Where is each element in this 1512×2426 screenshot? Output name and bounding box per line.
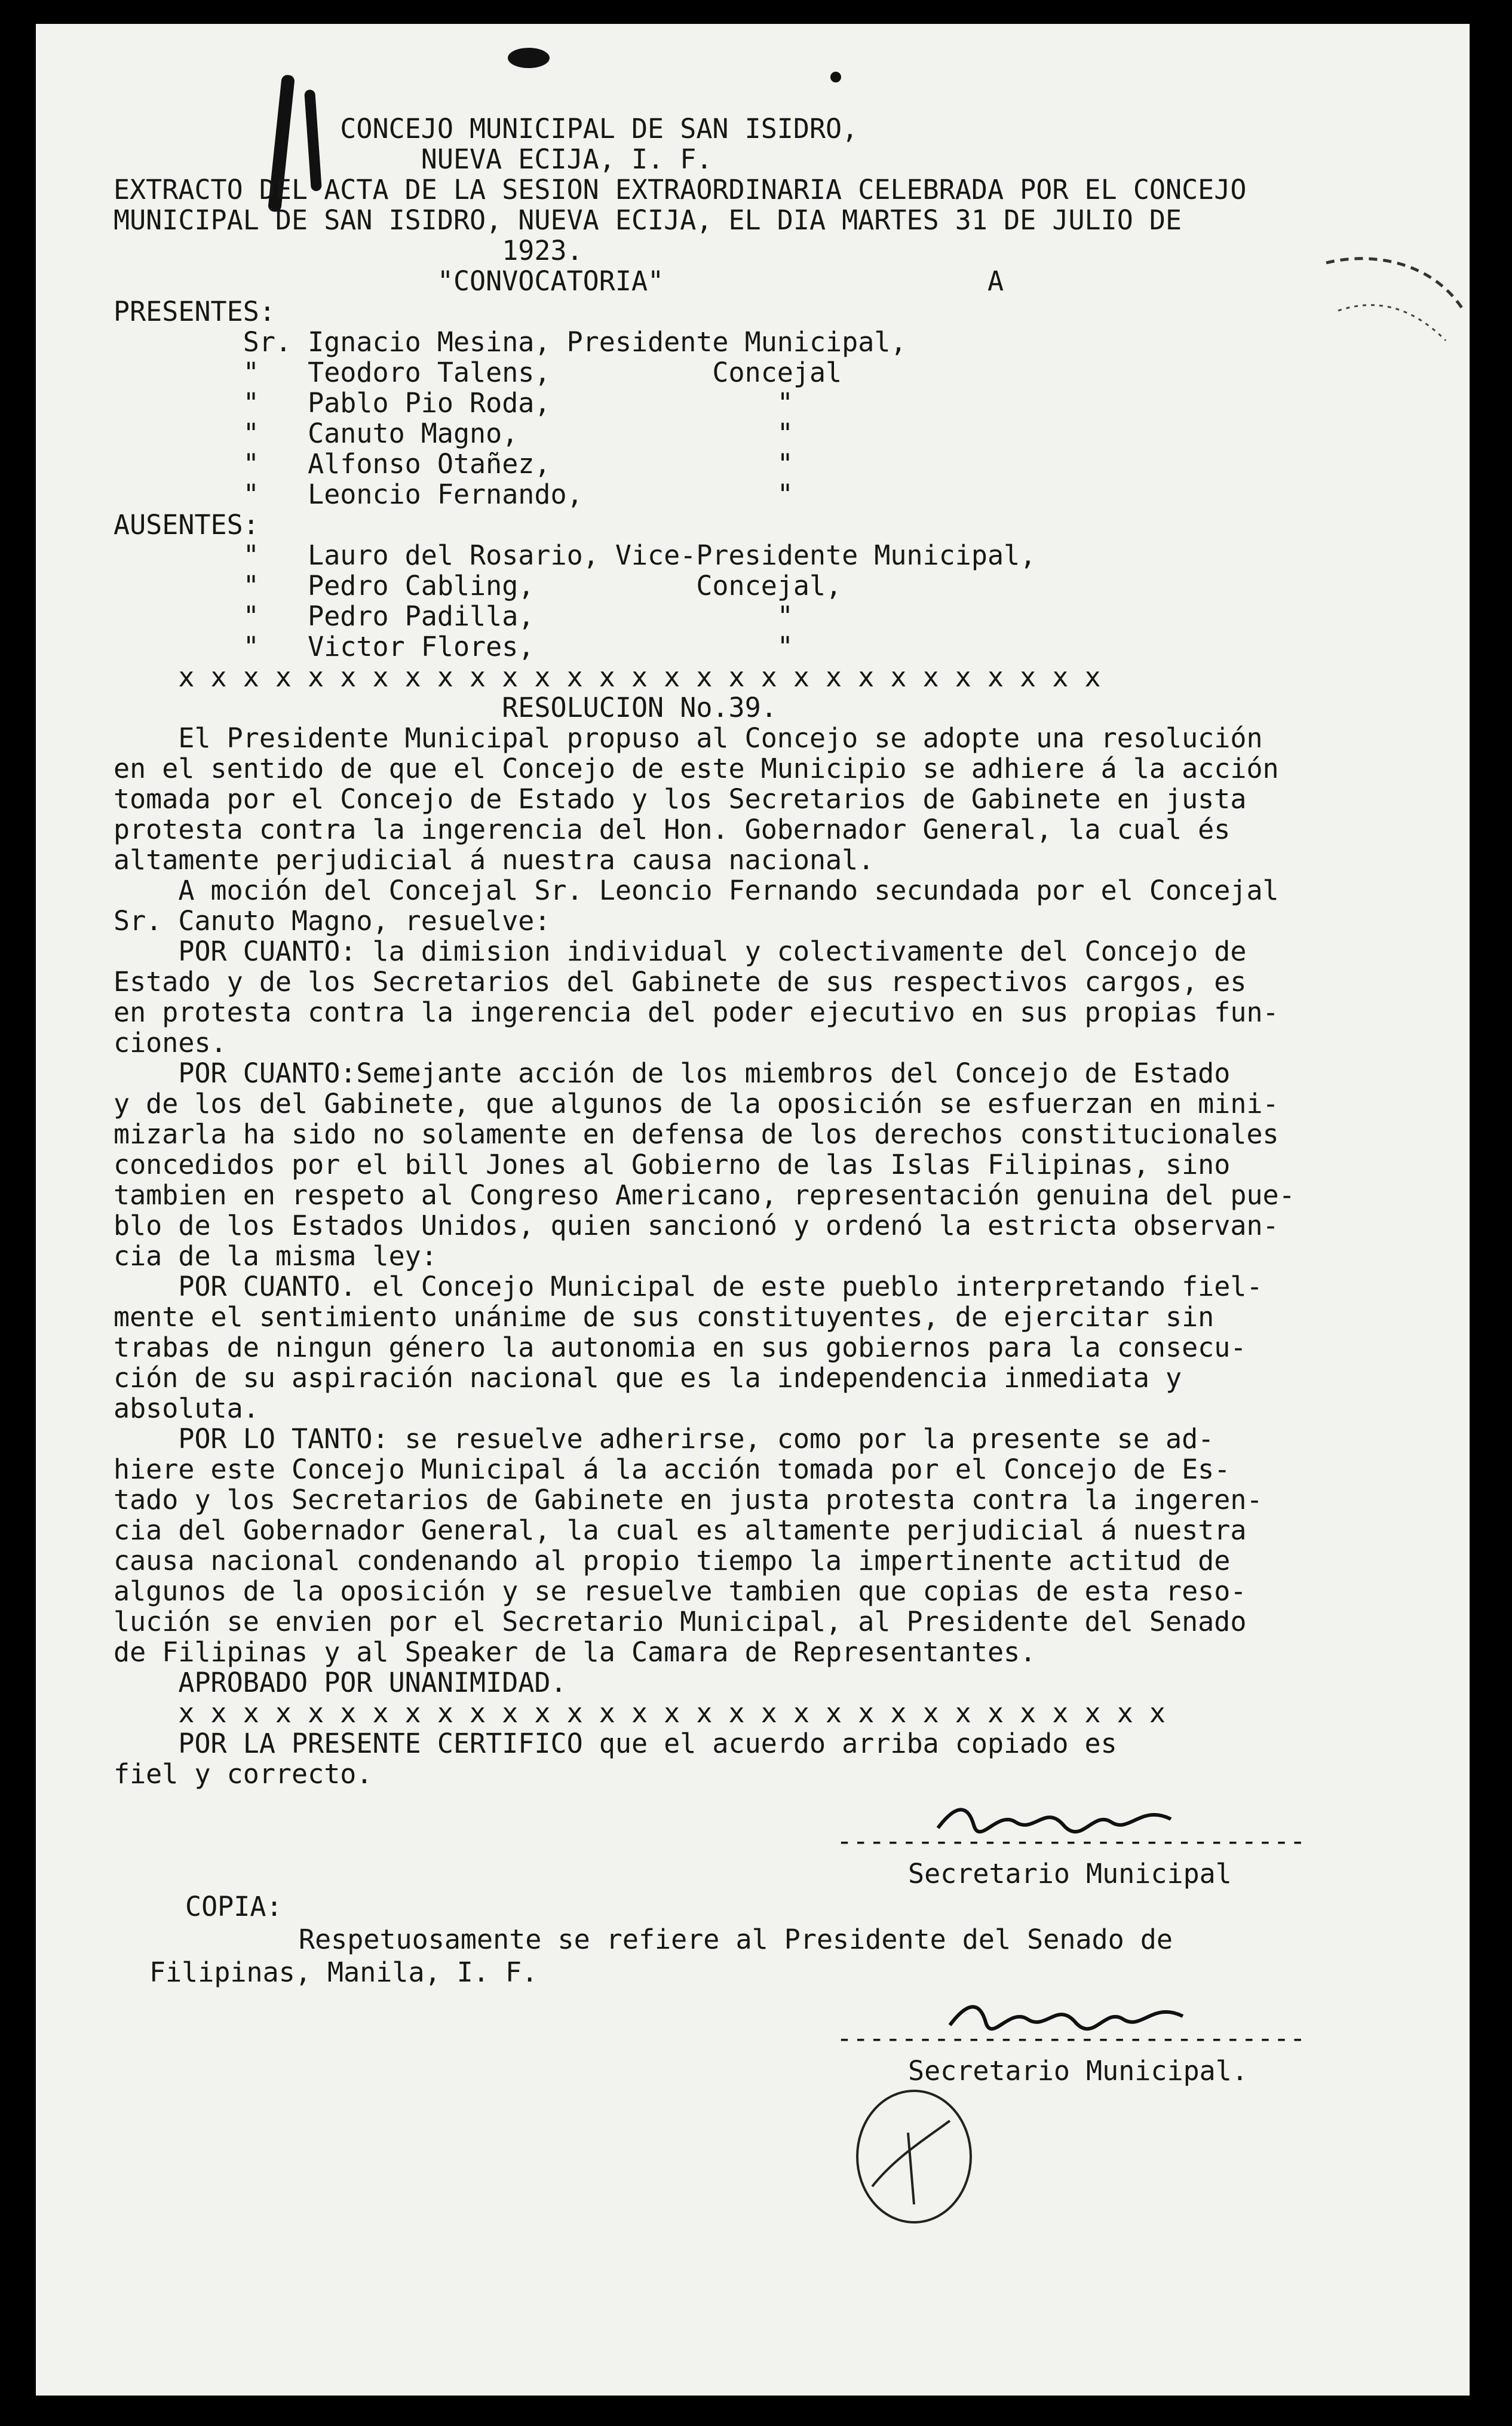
document-line: " Lauro del Rosario, Vice-Presidente Municipal, <box>114 540 1036 571</box>
document-sheet <box>36 24 1470 2396</box>
document-line: " Teodoro Talens, Concejal <box>114 357 842 388</box>
document-line: El Presidente Municipal propuso al Concejo se adopte una resolución <box>114 723 1263 753</box>
document-line: PRESENTES: <box>114 296 275 327</box>
secretary-title-1: Secretario Municipal <box>908 1858 1232 1890</box>
document-line: de Filipinas y al Speaker de la Camara de Representantes. <box>114 1637 1036 1667</box>
document-line: MUNICIPAL DE SAN ISIDRO, NUEVA ECIJA, EL DIA MARTES 31 DE JULIO DE <box>114 205 1182 235</box>
document-line: blo de los Estados Unidos, quien sancionó y ordenó la estricta observan- <box>114 1210 1279 1241</box>
document-line: POR LO TANTO: se resuelve adherirse, como por la presente se ad- <box>114 1424 1214 1454</box>
ink-blot <box>508 48 550 68</box>
document-line: protesta contra la ingerencia del Hon. Gobernador General, la cual és <box>114 814 1231 845</box>
document-line: " Pedro Cabling, Concejal, <box>114 571 842 601</box>
copia-line-1: Respetuosamente se refiere al Presidente del Senado de <box>299 1924 1173 1955</box>
document-line: trabas de ningun género la autonomia en sus gobiernos para la consecu- <box>114 1332 1247 1363</box>
document-line: x x x x x x x x x x x x x x x x x x x x x x x x x x x x x x x <box>114 1698 1166 1728</box>
document-line: POR CUANTO: la dimision individual y colectivamente del Concejo de <box>114 936 1247 967</box>
document-line: fiel y correcto. <box>114 1759 373 1789</box>
document-line: AUSENTES: <box>114 510 259 540</box>
document-line: " Alfonso Otañez, " <box>114 449 793 479</box>
document-line: POR LA PRESENTE CERTIFICO que el acuerdo arriba copiado es <box>114 1728 1117 1759</box>
document-line: RESOLUCION No.39. <box>114 692 777 723</box>
document-line: altamente perjudicial á nuestra causa nacional. <box>114 845 875 875</box>
document-line: EXTRACTO DEL ACTA DE LA SESION EXTRAORDINARIA CELEBRADA POR EL CONCEJO <box>114 174 1247 205</box>
document-line: 1923. <box>114 235 583 266</box>
document-line: NUEVA ECIJA, I. F. <box>114 144 713 174</box>
document-line: " Canuto Magno, " <box>114 418 793 449</box>
document-line: POR CUANTO:Semejante acción de los miembros del Concejo de Estado <box>114 1058 1231 1088</box>
document-line: CONCEJO MUNICIPAL DE SAN ISIDRO, <box>114 114 858 144</box>
document-line: lución se envien por el Secretario Municipal, al Presidente del Senado <box>114 1606 1247 1637</box>
document-line: mente el sentimiento unánime de sus constituyentes, de ejercitar sin <box>114 1302 1214 1332</box>
document-line: tomada por el Concejo de Estado y los Secretarios de Gabinete en justa <box>114 784 1247 814</box>
document-line: mizarla ha sido no solamente en defensa de los derechos constitucionales <box>114 1119 1279 1149</box>
document-line: y de los del Gabinete, que algunos de la oposición se esfuerzan en mini- <box>114 1088 1279 1119</box>
document-line: hiere este Concejo Municipal á la acción tomada por el Concejo de Es- <box>114 1454 1231 1485</box>
document-line: Estado y de los Secretarios del Gabinete de sus respectivos cargos, es <box>114 967 1247 997</box>
document-line: concedidos por el bill Jones al Gobierno de las Islas Filipinas, sino <box>114 1149 1231 1180</box>
document-body <box>114 114 1446 1789</box>
document-line: POR CUANTO. el Concejo Municipal de este pueblo interpretando fiel- <box>114 1271 1263 1302</box>
document-line: absoluta. <box>114 1393 259 1424</box>
document-line: APROBADO POR UNANIMIDAD. <box>114 1667 567 1698</box>
copia-line-2: Filipinas, Manila, I. F. <box>149 1956 538 1988</box>
document-line: algunos de la oposición y se resuelve tambien que copias de esta reso- <box>114 1576 1247 1606</box>
document-line: causa nacional condenando al propio tiempo la impertinente actitud de <box>114 1545 1231 1576</box>
document-line: cia de la misma ley: <box>114 1241 437 1271</box>
document-line: en protesta contra la ingerencia del poder ejecutivo en sus propias fun- <box>114 997 1279 1028</box>
document-line: " Pablo Pio Roda, " <box>114 388 793 418</box>
document-line: ciones. <box>114 1028 227 1058</box>
document-line: ción de su aspiración nacional que es la independencia inmediata y <box>114 1363 1182 1393</box>
document-line: x x x x x x x x x x x x x x x x x x x x x x x x x x x x x <box>114 662 1101 692</box>
secretary-title-2: Secretario Municipal. <box>908 2055 1248 2087</box>
document-line: A moción del Concejal Sr. Leoncio Fernando secundada por el Concejal <box>114 875 1279 906</box>
document-line: " Pedro Padilla, " <box>114 601 793 631</box>
document-line: Sr. Ignacio Mesina, Presidente Municipal, <box>114 327 907 357</box>
document-line: cia del Gobernador General, la cual es altamente perjudicial á nuestra <box>114 1515 1247 1545</box>
document-line: tado y los Secretarios de Gabinete en justa protesta contra la ingeren- <box>114 1485 1263 1515</box>
signature-line-2: ----------------------------- <box>836 2022 1306 2054</box>
document-line: en el sentido de que el Concejo de este Municipio se adhiere á la acción <box>114 753 1279 784</box>
document-line: "CONVOCATORIA" A <box>114 266 1004 296</box>
stamp-fragment <box>1314 239 1470 382</box>
ink-dot <box>830 72 841 82</box>
document-line: Sr. Canuto Magno, resuelve: <box>114 906 551 936</box>
document-line: tambien en respeto al Congreso Americano, representación genuina del pue- <box>114 1180 1295 1210</box>
document-line: " Leoncio Fernando, " <box>114 479 793 510</box>
document-line: " Victor Flores, " <box>114 631 793 662</box>
signature-line-1: ----------------------------- <box>836 1825 1306 1857</box>
copia-label: COPIA: <box>185 1891 283 1922</box>
initial-flourish <box>836 2085 992 2240</box>
